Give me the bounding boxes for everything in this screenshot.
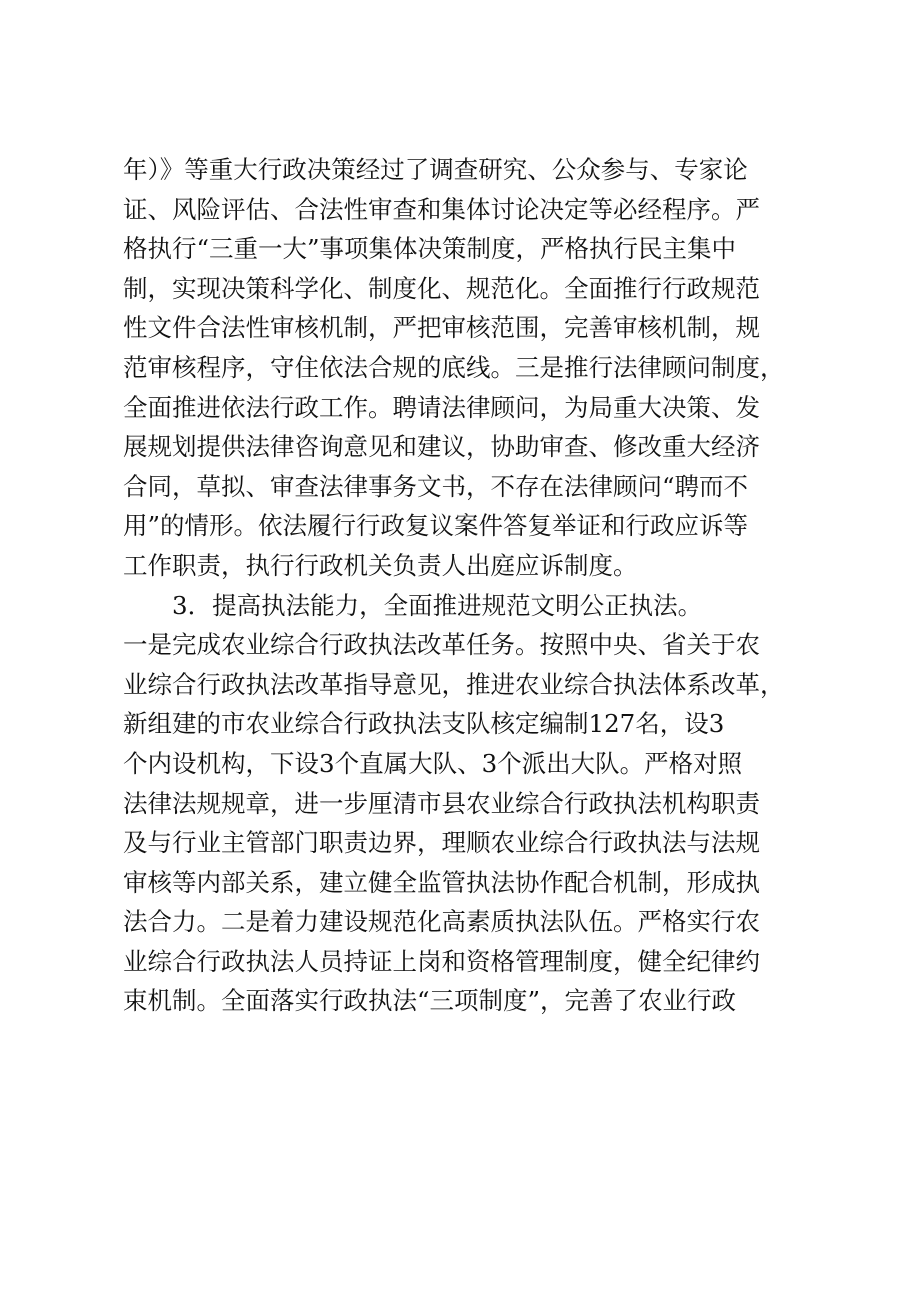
text-line-16: 个内设机构，下设3个直属大队、3个派出大队。严格对照	[123, 748, 743, 778]
text-line-19: 审核等内部关系，建立健全监管执法协作配合机制，形成执	[123, 867, 760, 897]
text-line-20: 法合力。二是着力建设规范化高素质执法队伍。严格实行农	[123, 907, 760, 937]
text-line-10: 用”的情形。依法履行行政复议案件答复举证和行政应诉等	[123, 511, 749, 541]
document-body	[123, 150, 803, 1021]
text-line-21: 业综合行政执法人员持证上岗和资格管理制度，健全纪律约	[123, 946, 760, 976]
text-line-11: 工作职责，执行行政机关负责人出庭应诉制度。	[123, 550, 638, 580]
text-line-13: 一是完成农业综合行政执法改革任务。按照中央、省关于农	[123, 630, 760, 660]
text-line-17: 法律法规规章，进一步厘清市县农业综合行政执法机构职责	[123, 788, 760, 818]
text-line-1: 年）》等重大行政决策经过了调查研究、公众参与、专家论	[123, 155, 748, 184]
section-heading: 3．提高执法能力，全面推进规范文明公正执法。	[172, 590, 703, 620]
text-line-14: 业综合行政执法改革指导意见，推进农业综合执法体系改革，	[123, 669, 785, 699]
text-line-3: 格执行“三重一大”事项集体决策制度，严格执行民主集中	[123, 234, 737, 264]
text-line-6: 范审核程序，守住依法合规的底线。三是推行法律顾问制度，	[123, 352, 785, 382]
text-line-5: 性文件合法性审核机制，严把审核范围，完善审核机制，规	[123, 313, 760, 343]
text-line-18: 及与行业主管部门职责边界，理顺农业综合行政执法与法规	[123, 828, 760, 858]
text-line-22: 束机制。全面落实行政执法“三项制度”，完善了农业行政	[123, 986, 737, 1016]
text-line-8: 展规划提供法律咨询意见和建议，协助审查、修改重大经济	[123, 432, 760, 462]
text-line-7: 全面推进依法行政工作。聘请法律顾问，为局重大决策、发	[123, 392, 760, 422]
text-line-4: 制，实现决策科学化、制度化、规范化。全面推行行政规范	[123, 273, 760, 303]
text-line-9: 合同，草拟、审查法律事务文书，不存在法律顾问“聘而不	[123, 471, 749, 501]
text-line-2: 证、风险评估、合法性审查和集体讨论决定等必经程序。严	[123, 194, 760, 224]
text-line-15: 新组建的市农业综合行政执法支队核定编制127名，设3	[123, 709, 725, 739]
